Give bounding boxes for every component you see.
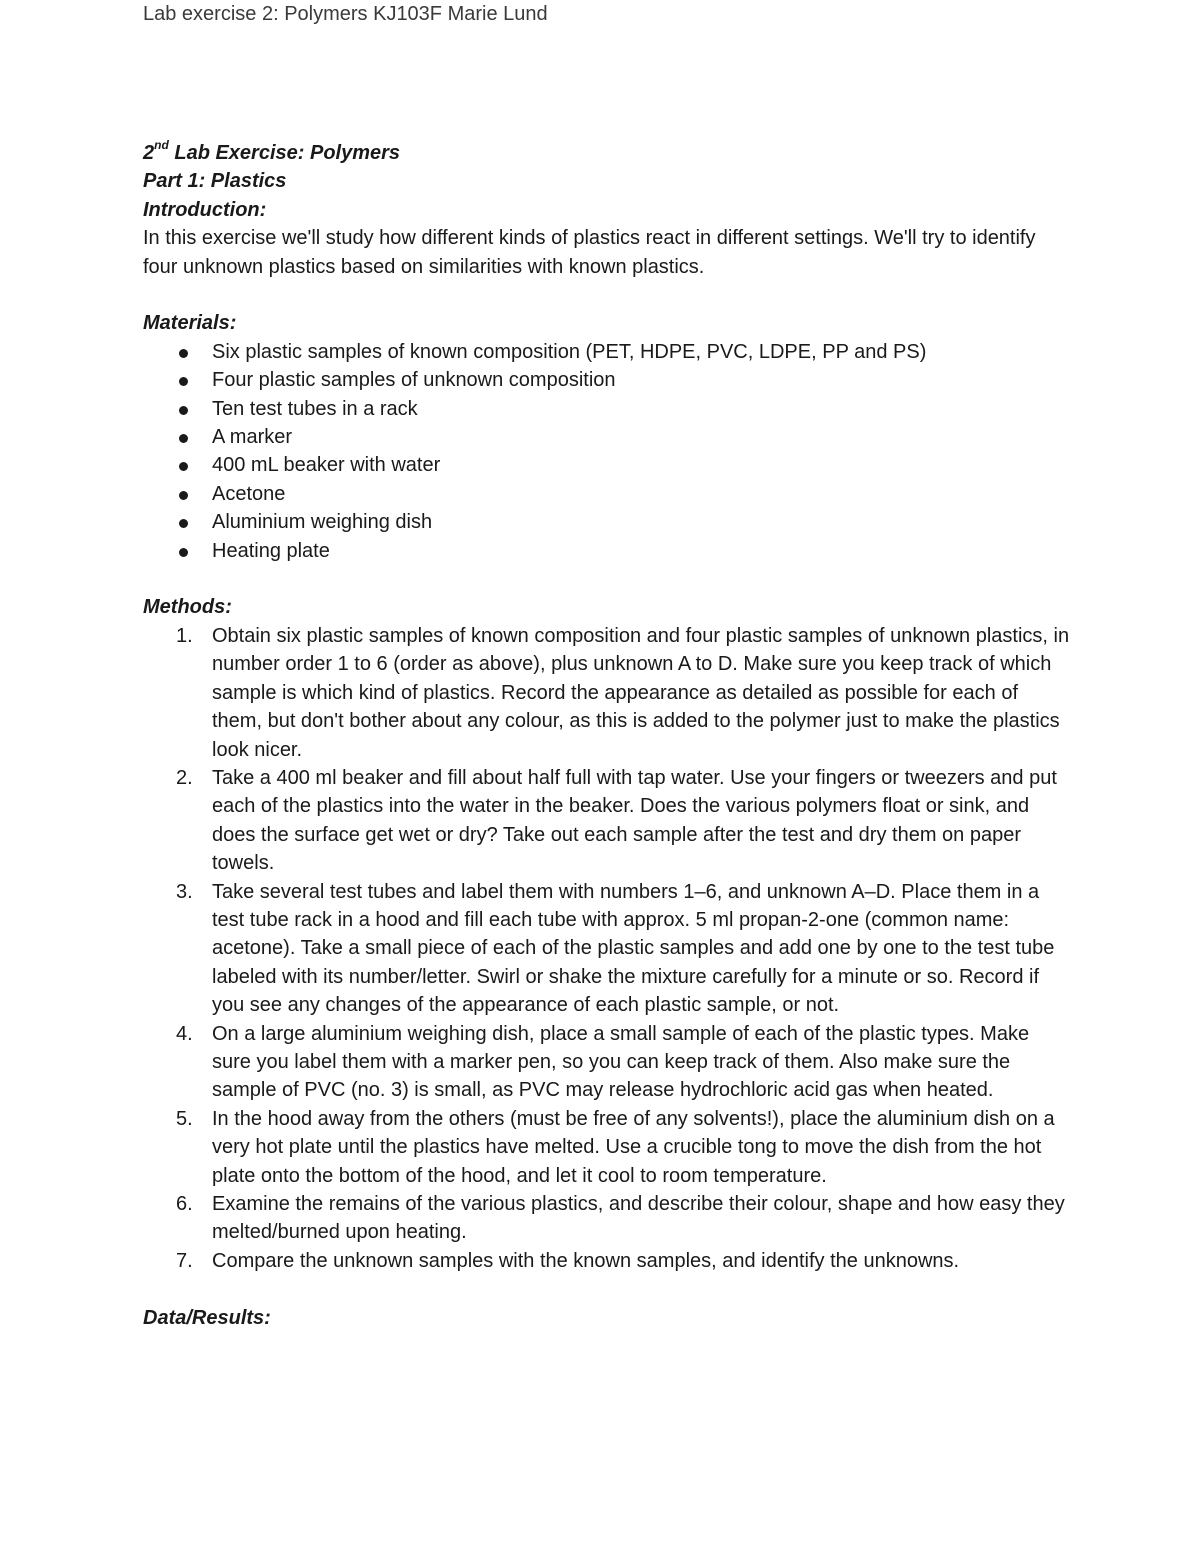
step-text: Compare the unknown samples with the known samples, and identify the unknowns. (212, 1249, 960, 1272)
title-number: 2 (143, 142, 155, 164)
list-item (143, 1020, 1073, 1105)
step-number: 3. (176, 880, 193, 903)
step-text: On a large aluminium weighing dish, place a small sample of each of the plastic types. Make sure you label them with a marker pen, so you can keep track of them. Also make sure the sample of PVC (no. 3) is small, as PVC may release hydrochloric acid gas when heated. (212, 1022, 1030, 1102)
step-number: 6. (176, 1193, 193, 1215)
bullet-icon (179, 377, 188, 386)
methods-list (143, 622, 1073, 1275)
step-number: 1. (176, 624, 193, 647)
bullet-icon (179, 349, 188, 358)
list-item (143, 1247, 1073, 1275)
step-number: 5. (176, 1107, 193, 1130)
list-item: Aluminium weighing dish (143, 508, 1073, 536)
title-superscript: nd (154, 138, 169, 153)
list-item (143, 878, 1073, 1020)
step-number: 7. (176, 1249, 193, 1272)
list-item (143, 1105, 1073, 1190)
step-text: In the hood away from the others (must be free of any solvents!), place the aluminium dish on a very hot plate until the plastics have melted. Use a crucible tong to move the dish from the hot plate onto the bottom of the hood, and let it cool to room temperature. (212, 1107, 1055, 1187)
methods-heading: Methods: (143, 596, 232, 619)
results-heading: Data/Results: (143, 1306, 271, 1329)
spacer (143, 1275, 1073, 1303)
list-item: Six plastic samples of known composition (PET, HDPE, PVC, LDPE, PP and PS) (143, 338, 1073, 366)
list-item (143, 1190, 1073, 1247)
step-text: Examine the remains of the various plastics, and describe their colour, shape and how easy they melted/burned upon heating. (212, 1193, 1065, 1244)
materials-heading: Materials: (143, 312, 237, 335)
part-title: Part 1: Plastics (143, 170, 287, 193)
bullet-icon (179, 434, 188, 443)
list-item: Heating plate (143, 537, 1073, 565)
bullet-icon (179, 548, 188, 557)
list-item (143, 764, 1073, 878)
title-rest: Lab Exercise: Polymers (168, 142, 401, 164)
list-item: 400 mL beaker with water (143, 451, 1073, 479)
step-text: Take several test tubes and label them with numbers 1–6, and unknown A–D. Place them in a test tube rack in a hood and fill each tube with approx. 5 ml propan-2-one (common name: acetone). Take a small piece of each of the plastic samples and add one by one to the test tube labeled with its number/letter. Swirl or shake the mixture carefully for a minute or so. Record if you see any changes of the appearance of each plastic sample, or not. (212, 880, 1055, 1017)
list-item: Ten test tubes in a rack (143, 395, 1073, 423)
document-body (143, 139, 1073, 1332)
introduction-heading: Introduction: (143, 198, 267, 221)
bullet-icon (179, 519, 188, 528)
document-title (143, 139, 1073, 167)
list-item (143, 622, 1073, 764)
running-header: Lab exercise 2: Polymers KJ103F Marie Lund (143, 3, 548, 25)
step-number: 4. (176, 1022, 193, 1045)
list-item: Four plastic samples of unknown composition (143, 366, 1073, 394)
list-item: A marker (143, 423, 1073, 451)
step-text: Take a 400 ml beaker and fill about half full with tap water. Use your fingers or tweezers and put each of the plastics into the water in the beaker. Does the various polymers float or sink, and does the surface get wet or dry? Take out each sample after the test and dry them on paper towels. (212, 766, 1057, 875)
materials-list (143, 338, 1073, 565)
list-item: Acetone (143, 480, 1073, 508)
spacer (143, 281, 1073, 309)
bullet-icon (179, 491, 188, 500)
step-text: Obtain six plastic samples of known composition and four plastic samples of unknown plastics, in number order 1 to 6 (order as above), plus unknown A to D. Make sure you keep track of which sample is which kind of plastics. Record the appearance as detailed as possible for each of them, but don't bother about any colour, as this is added to the polymer just to make the plastics look nicer. (212, 624, 1070, 761)
step-number: 2. (176, 766, 193, 789)
bullet-icon (179, 462, 188, 471)
spacer (143, 565, 1073, 593)
bullet-icon (179, 406, 188, 415)
introduction-text: In this exercise we'll study how different kinds of plastics react in different settings. We'll try to identify four unknown plastics based on similarities with known plastics. (143, 227, 1036, 278)
